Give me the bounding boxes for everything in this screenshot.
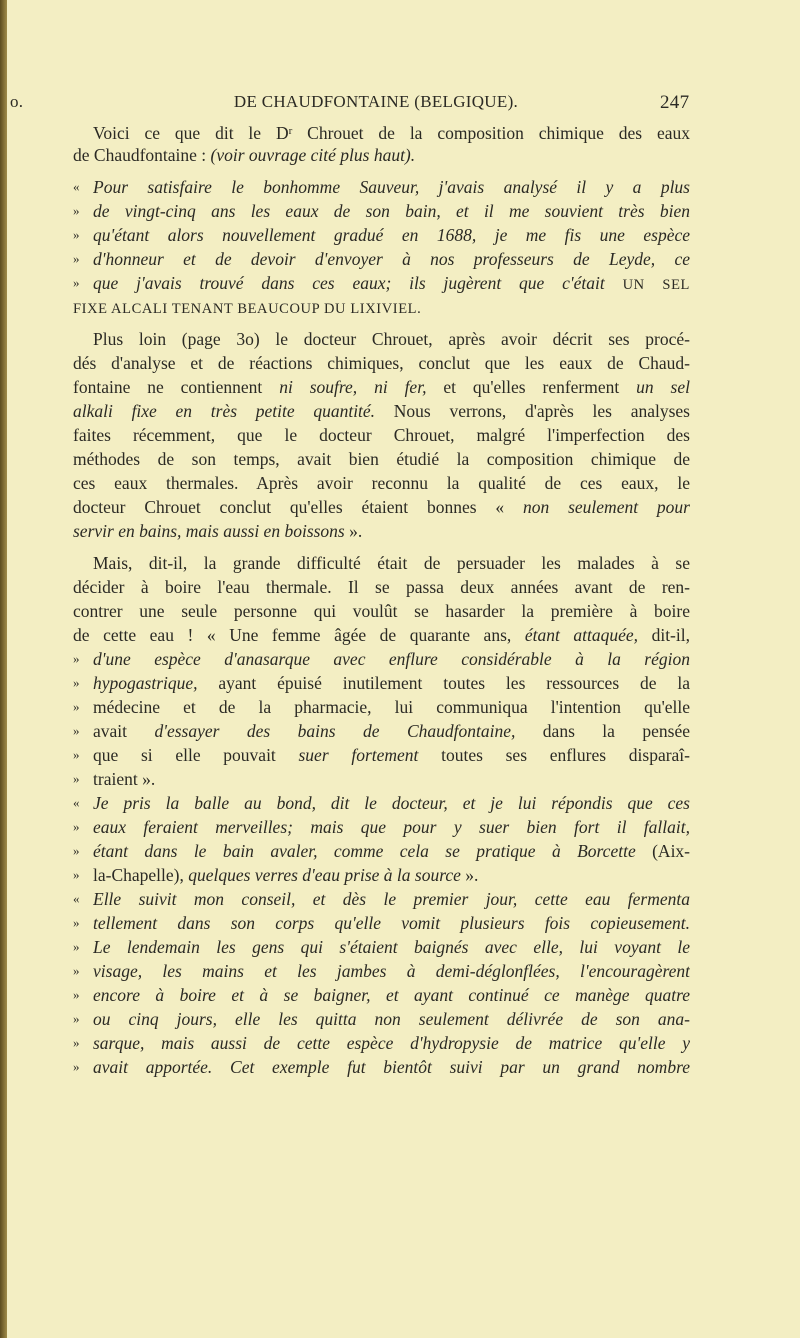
header-fragment: o.	[10, 92, 24, 111]
roman-text: de cette eau ! « Une femme âgée de quarante ans,	[73, 625, 525, 645]
line-body	[73, 423, 690, 447]
line-body	[93, 327, 690, 351]
italic-text: servir en bains, mais aussi en boissons	[73, 521, 345, 541]
roman-text: faites récemment, que le docteur Chrouet, malgré l'imperfection des	[73, 425, 690, 445]
line-body	[93, 911, 690, 935]
quote-marker: »	[73, 227, 80, 242]
italic-text: encore à boire et à se baigner, et ayant continué ce manège quatre	[93, 985, 690, 1005]
italic-text: Pour satisfaire le bonhomme Sauveur, j'avais analysé il y a plus	[93, 177, 690, 197]
line-body	[93, 695, 690, 719]
roman-text: décider à boire l'eau thermale. Il se passa deux années avant de ren-	[73, 577, 690, 597]
line-body	[93, 791, 690, 815]
small-caps-text: FIXE ALCALI TENANT BEAUCOUP DU LIXIVIEL.	[73, 301, 422, 317]
text-line	[73, 791, 690, 815]
line-body	[93, 863, 690, 887]
line-body	[73, 351, 690, 375]
italic-text: suer fortement	[298, 745, 419, 765]
line-body	[93, 815, 690, 839]
roman-text: et qu'elles renferment	[426, 377, 637, 397]
text-line	[73, 327, 690, 351]
line-body	[93, 1055, 690, 1079]
quote-marker: »	[73, 915, 80, 930]
quote-marker: »	[73, 651, 80, 666]
text-line	[73, 863, 690, 887]
line-body	[93, 551, 690, 575]
quote-marker: «	[73, 795, 80, 810]
roman-text: ayant épuisé inutilement toutes les ressources de la	[197, 673, 690, 693]
roman-text: docteur Chrouet conclut qu'elles étaient bonnes «	[73, 497, 523, 517]
line-body	[93, 743, 690, 767]
italic-text: étant dans le bain avaler, comme cela se pratique à Borcette	[93, 841, 636, 861]
roman-text: Chrouet de la composition chimique des eaux	[292, 123, 690, 143]
superscript-text: r	[288, 125, 293, 137]
roman-text: Plus loin (page 3o) le docteur Chrouet, après avoir décrit ses procé-	[93, 329, 690, 349]
quote-marker: »	[73, 867, 80, 882]
roman-text: méthodes de son temps, avait bien étudié la composition chimique de	[73, 449, 690, 469]
italic-text: avait apportée. Cet exemple fut bientôt suivi par un grand nombre	[93, 1057, 690, 1077]
italic-text: sarque, mais aussi de cette espèce d'hydropysie de matrice qu'elle y	[93, 1033, 690, 1053]
text-line	[73, 887, 690, 911]
roman-text: médecine et de la pharmacie, lui communiqua l'intention qu'elle	[93, 697, 690, 717]
text-line	[73, 815, 690, 839]
page-number: 247	[660, 92, 690, 113]
quote-marker: «	[73, 891, 80, 906]
roman-text: Mais, dit-il, la grande difficulté était de persuader les malades à se	[93, 553, 690, 573]
text-line	[73, 199, 690, 223]
line-body	[93, 271, 690, 295]
text-line	[73, 743, 690, 767]
roman-text: dans la pensée	[515, 721, 690, 741]
quote-marker: »	[73, 939, 80, 954]
text-line	[73, 671, 690, 695]
line-body	[93, 223, 690, 247]
small-caps-text: UN SEL	[622, 277, 690, 293]
text-line	[73, 551, 690, 575]
italic-text: que j'avais trouvé dans ces eaux; ils jugèrent que c'était	[93, 273, 623, 293]
line-body	[93, 719, 690, 743]
roman-text: dit-il,	[638, 625, 690, 645]
roman-text: ».	[460, 865, 479, 885]
line-body	[93, 767, 690, 791]
quote-marker: »	[73, 819, 80, 834]
quote-marker: »	[73, 1035, 80, 1050]
italic-text: qu'étant alors nouvellement gradué en 1688, je me fis une espèce	[93, 225, 690, 245]
roman-text: dés d'analyse et de réactions chimiques, conclut que les eaux de Chaud-	[73, 353, 690, 373]
quote-marker: »	[73, 771, 80, 786]
quote-marker: »	[73, 963, 80, 978]
text-line	[73, 839, 690, 863]
body-text	[73, 119, 690, 1079]
roman-text: la-Chapelle),	[93, 865, 189, 885]
line-body	[93, 887, 690, 911]
quote-marker: »	[73, 1059, 80, 1074]
italic-text: de vingt-cinq ans les eaux de son bain, et il me souvient très bien	[93, 201, 690, 221]
roman-text: avait	[93, 721, 155, 741]
text-line	[73, 295, 690, 319]
text-line	[73, 375, 690, 399]
line-body	[73, 295, 690, 319]
roman-text: ces eaux thermales. Après avoir reconnu la qualité de ces eaux, le	[73, 473, 690, 493]
text-line	[73, 519, 690, 543]
text-line	[73, 247, 690, 271]
italic-text: ni soufre, ni fer,	[279, 377, 427, 397]
text-line	[73, 471, 690, 495]
italic-text: visage, les mains et les jambes à demi-déglonflées, l'encouragèrent	[93, 961, 690, 981]
italic-text: tellement dans son corps qu'elle vomit plusieurs fois copieusement.	[93, 913, 690, 933]
italic-text: non seulement pour	[523, 497, 690, 517]
line-body	[93, 119, 690, 143]
line-body	[73, 599, 690, 623]
italic-text: eaux feraient merveilles; mais que pour y suer bien fort il fallait,	[93, 817, 690, 837]
text-line	[73, 983, 690, 1007]
text-line	[73, 695, 690, 719]
italic-text: hypogastrique,	[93, 673, 198, 693]
quote-marker: »	[73, 203, 80, 218]
line-body	[93, 1007, 690, 1031]
text-line	[73, 719, 690, 743]
roman-text: fontaine ne contiennent	[73, 377, 280, 397]
text-line	[73, 575, 690, 599]
roman-text: contrer une seule personne qui voulût se hasarder la première à boire	[73, 601, 690, 621]
text-line	[73, 143, 690, 167]
roman-text: traient ».	[93, 769, 156, 789]
text-line	[73, 223, 690, 247]
quote-marker: »	[73, 699, 80, 714]
italic-text: Je pris la balle au bond, dit le docteur, et je lui répondis que ces	[93, 793, 690, 813]
line-body	[93, 839, 690, 863]
line-body	[93, 959, 690, 983]
running-header	[0, 92, 800, 116]
roman-text: Nous verrons, d'après les analyses	[375, 401, 690, 421]
line-body	[93, 935, 690, 959]
quote-marker: »	[73, 675, 80, 690]
text-line	[73, 447, 690, 471]
quote-marker: »	[73, 1011, 80, 1026]
quote-marker: »	[73, 987, 80, 1002]
roman-text: (Aix-	[635, 841, 690, 861]
text-line	[73, 399, 690, 423]
roman-text: Voici ce que dit le D	[93, 123, 289, 143]
roman-text: toutes ses enflures disparaî-	[418, 745, 690, 765]
text-line	[73, 423, 690, 447]
italic-text: d'honneur et de devoir d'envoyer à nos professeurs de Leyde, ce	[93, 249, 690, 269]
italic-text: étant attaquée,	[524, 625, 639, 645]
italic-text: un sel	[636, 377, 690, 397]
italic-text: alkali fixe en très petite quantité.	[73, 401, 376, 421]
line-body	[73, 143, 690, 167]
italic-text: Elle suivit mon conseil, et dès le premier jour, cette eau fermenta	[93, 889, 690, 909]
text-line	[73, 495, 690, 519]
line-body	[93, 647, 690, 671]
text-line	[73, 1055, 690, 1079]
roman-text: ».	[344, 521, 363, 541]
text-line	[73, 351, 690, 375]
book-spine-edge	[0, 0, 7, 1338]
roman-text: de Chaudfontaine :	[73, 145, 211, 165]
italic-text: d'essayer des bains de Chaudfontaine,	[154, 721, 516, 741]
quote-marker: »	[73, 723, 80, 738]
text-line	[73, 767, 690, 791]
quote-marker: »	[73, 275, 80, 290]
text-line	[73, 959, 690, 983]
text-line	[73, 119, 690, 143]
quote-marker: »	[73, 251, 80, 266]
text-line	[73, 1007, 690, 1031]
text-line	[73, 935, 690, 959]
text-line	[73, 647, 690, 671]
line-body	[73, 623, 690, 647]
line-body	[93, 671, 690, 695]
line-body	[73, 519, 690, 543]
text-line	[73, 623, 690, 647]
italic-text: Le lendemain les gens qui s'étaient baignés avec elle, lui voyant le	[93, 937, 690, 957]
line-body	[73, 399, 690, 423]
quote-marker: «	[73, 179, 80, 194]
header-title: DE CHAUDFONTAINE (BELGIQUE).	[233, 92, 519, 111]
line-body	[93, 175, 690, 199]
text-line	[73, 599, 690, 623]
text-line	[73, 175, 690, 199]
italic-text: quelques verres d'eau prise à la source	[188, 865, 461, 885]
italic-text: ou cinq jours, elle les quitta non seulement délivrée de son ana-	[93, 1009, 690, 1029]
line-body	[73, 375, 690, 399]
text-line	[73, 1031, 690, 1055]
line-body	[93, 199, 690, 223]
italic-text: d'une espèce d'anasarque avec enflure considérable à la région	[93, 649, 690, 669]
text-line	[73, 271, 690, 295]
roman-text: que si elle pouvait	[93, 745, 299, 765]
line-body	[73, 471, 690, 495]
italic-text: (voir ouvrage cité plus haut).	[210, 145, 416, 165]
line-body	[93, 247, 690, 271]
line-body	[73, 447, 690, 471]
quote-marker: »	[73, 843, 80, 858]
line-body	[73, 575, 690, 599]
text-line	[73, 911, 690, 935]
line-body	[93, 1031, 690, 1055]
quote-marker: »	[73, 747, 80, 762]
line-body	[73, 495, 690, 519]
line-body	[93, 983, 690, 1007]
